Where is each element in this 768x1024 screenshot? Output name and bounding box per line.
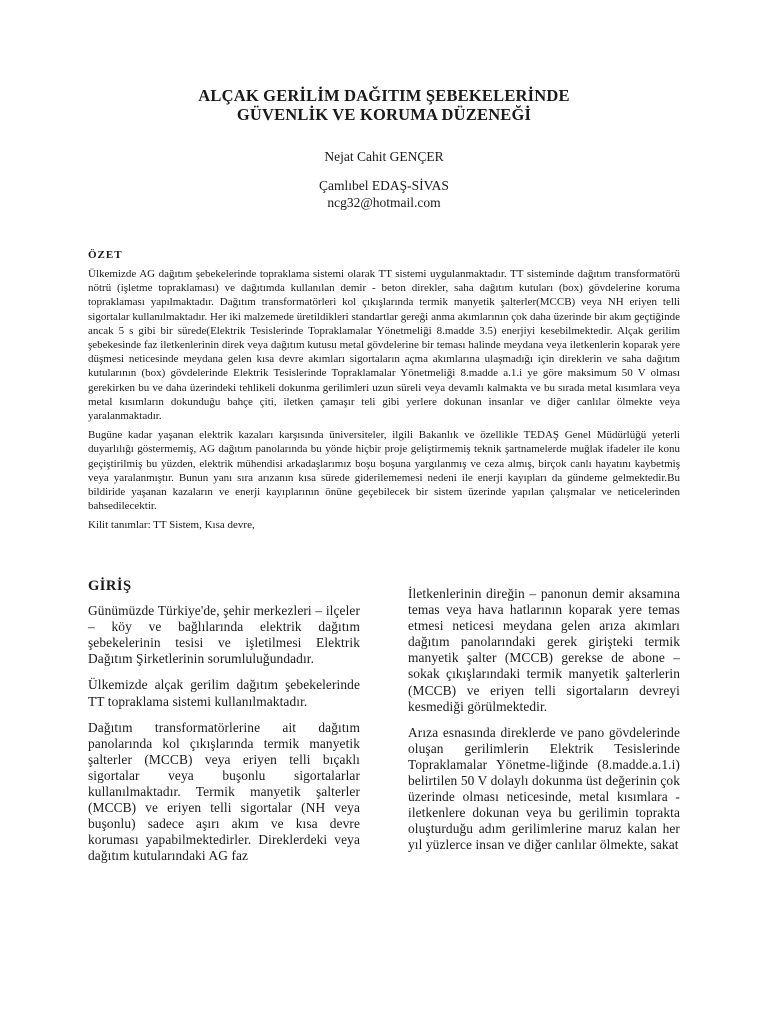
body-columns: [88, 578, 680, 875]
abstract-paragraph-1: Ülkemizde AG dağıtım şebekelerinde topraklama sistemi olarak TT sistemi uygulanmaktadır. TT sisteminde dağıtım transformatörü nötrü (işletme topraklaması) ve dağıtımda kullanılan demir - beton direkler, saha dağıtım kutuları (box) gövdelerine koruma topraklaması yapılmaktadır. Dağıtım transformatörleri kol çıkışlarında termik manyetik şalterler(MCCB) veya NH eriyen telli sigortalar kullanılmaktadır. Her iki malzemede üretildikleri standartlar gereği anma akımlarının çok daha üzerinde bir akım geçtiğinde ancak 5 s gibi bir sürede(Elektrik Tesislerinde Topraklamalar Yönetmeliği 8.madde 3.5) enerjiyi kesebilmektedir. Alçak gerilim şebekesinde faz iletkenlerinin direk veya dağıtım kutusu metal gövdelerine bir teması halinde meydana veya iletkenlerin koparak yere düşmesi neticesinde meydana gelen kısa devre akımları sigortaların açma akımlarına ulaşmadığı için direklerin ve saha dağıtım kutularının (box) gövdelerinde Elektrik Tesislerinde Topraklamalar Yönetmeliği 8.madde a.1.i ye göre maksimum 50 V olması gerekirken bu ve daha üzerindeki tehlikeli dokunma gerilimleri uzun süreli veya devamlı kalmakta ve bu sırada metal kısımlara veya metal kısımların dokunduğu bahçe çiti, iletken çamaşır teli gibi yerlere dokunan insanlar ve diğer canlılar ölmekte veya yaralanmaktadır.: [88, 268, 680, 423]
body-paragraph: İletkenlerinin direğin – panonun demir aksamına temas veya hava hatlarının koparak yere temas etmesi neticesi meydana gelen arıza akımları dağıtım panolarındaki gerek girişteki termik manyetik şalter (MCCB) gerekse de abone – sokak çıkışlarındaki termik manyetik şalterlerin (MCCB) ve eriyen telli sigortaların devreyi kesmediği görülmektedir.: [408, 586, 680, 714]
paper-title: [88, 86, 680, 124]
intro-heading: GİRİŞ: [88, 578, 132, 594]
author-name: Nejat Cahit GENÇER: [324, 149, 444, 164]
column-left: [88, 578, 360, 875]
column-right: [408, 578, 680, 875]
keywords: Kilit tanımlar: TT Sistem, Kısa devre,: [88, 519, 255, 532]
email: ncg32@hotmail.com: [327, 195, 441, 210]
body-paragraph: Ülkemizde alçak gerilim dağıtım şebekelerinde TT topraklama sistemi kullanılmaktadır.: [88, 677, 360, 709]
body-paragraph: Dağıtım transformatörlerine ait dağıtım panolarında kol çıkışlarında termik manyetik şalterler (MCCB) veya eriyen telli bıçaklı sigortalar veya buşonlu sigortalarlar kullanılmaktadır. Termik manyetik şalterler (MCCB) ve eriyen telli sigortalar (NH veya buşonlu) sadece aşırı akım ve kısa devre koruması yapabilmektedirler. Direklerdeki veya dağıtım kutularındaki AG faz: [88, 719, 360, 864]
affiliation-block: [88, 177, 680, 211]
paper-page: [88, 0, 680, 1024]
body-paragraph: Günümüzde Türkiye'de, şehir merkezleri – ilçeler – köy ve bağlılarında elektrik dağıtım şebekelerinin tesisi ve işletilmesi Elektrik Dağıtım Şirketlerinin sorumluluğundadır.: [88, 603, 360, 667]
title-line-2: GÜVENLİK VE KORUMA DÜZENEĞİ: [236, 105, 532, 124]
title-line-1: ALÇAK GERİLİM DAĞITIM ŞEBEKELERİNDE: [198, 86, 570, 105]
abstract: [88, 267, 680, 533]
abstract-heading: ÖZET: [88, 249, 123, 261]
body-paragraph: Arıza esnasında direklerde ve pano gövdelerinde oluşan gerilimlerin Elektrik Tesislerinde Topraklamalar Yönetme-liğinde (8.madde.a.1.i) belirtilen 50 V dolaylı dokunma üst değerinin çok üzerinde olması neticesinde, metal kısımlara - iletkenlere dokunan veya bu gerilimin toprakta oluşturduğu adım gerilimlerine maruz kalan her yıl yüzlerce insan ve diğer canlılar ölmekte, sakat: [408, 724, 680, 853]
abstract-paragraph-2: Bugüne kadar yaşanan elektrik kazaları karşısında üniversiteler, ilgili Bakanlık ve özellikle TEDAŞ Genel Müdürlüğü yeterli duyarlılığı göstermemiş, AG dağıtım panolarında bu yönde hiçbir proje geliştirmemiş teknik şartnamelerde muğlak ifadeler ile konu geçiştirilmiş bu yüzden, elektrik mühendisi arkadaşlarımız boşu boşuna yargılanmış ve ceza almış, birçok canlı hayatını kaybetmiş veya yaralanmıştır. Bunun yanı sıra arızanın kısa sürede giderilememesi nedeni ile enerji kayıpları da gündeme gelmektedir.Bu bildiride yaşanan kazaların ve enerji kayıplarının önüne geçebilecek bir sistem üzerinde yapılan çalışmalar ve neticelerinden bahsedilecektir.: [88, 429, 680, 513]
affiliation: Çamlıbel EDAŞ-SİVAS: [319, 178, 449, 193]
